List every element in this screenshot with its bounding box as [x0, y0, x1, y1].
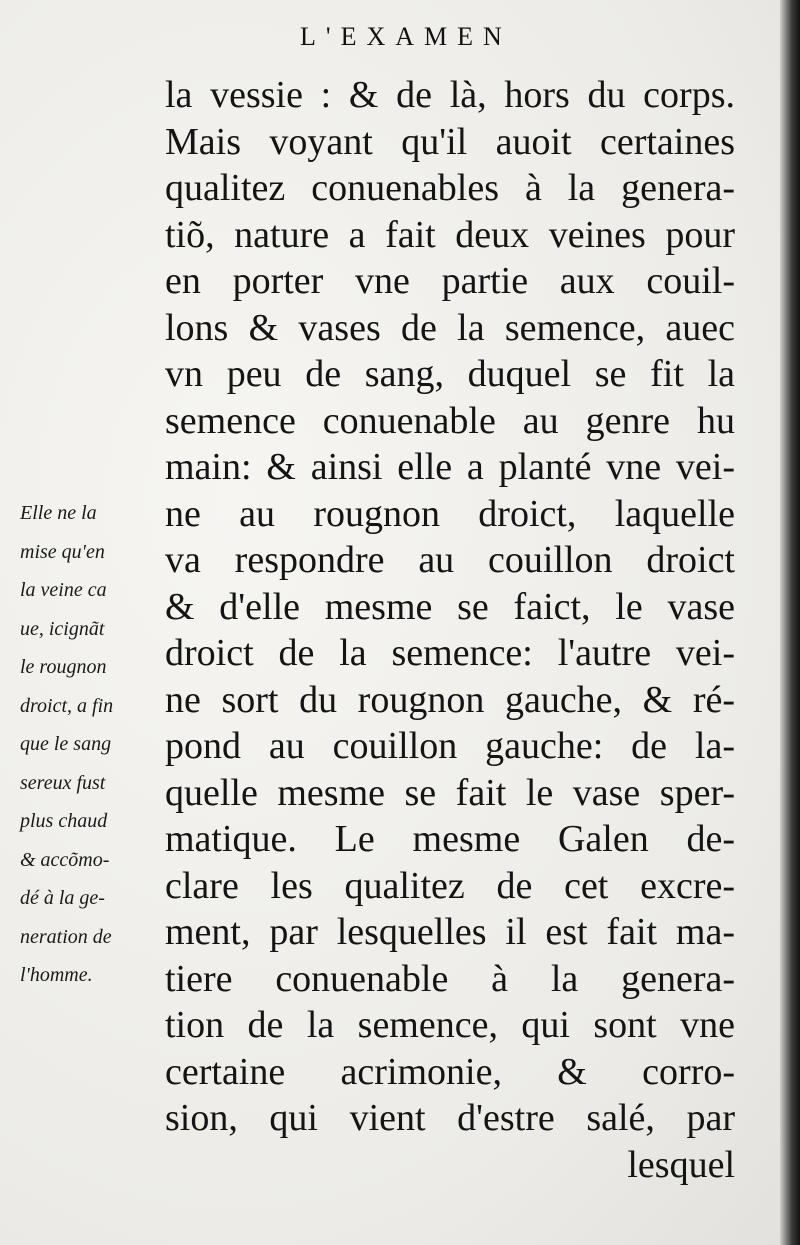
marginal-line: ue, icignãt — [20, 617, 105, 640]
body-text — [165, 72, 735, 1188]
text-line: en porter vne partie aux couil- — [165, 260, 735, 302]
text-line: tiere conuenable à la genera- — [165, 957, 735, 1000]
text-line: semence conuenable au genre hu — [165, 399, 735, 442]
running-head: L'EXAMEN — [300, 22, 512, 51]
text-line: pond au couillon gauche: de la- — [165, 725, 735, 767]
marginal-line: la veine ca — [20, 579, 107, 601]
text-line: tion de la semence, qui sont vne — [165, 1004, 735, 1046]
marginal-line: Elle ne la — [20, 502, 97, 524]
marginal-line: neration de — [20, 925, 112, 948]
marginal-line: sereux fust — [20, 771, 106, 794]
text-line: droict de la semence: l'autre vei- — [165, 632, 735, 674]
marginal-line: & accõmo- — [20, 848, 110, 871]
text-line: matique. Le mesme Galen de- — [165, 818, 735, 860]
page-edge-shadow — [780, 0, 800, 1245]
text-line: qualitez conuenables à la genera- — [165, 167, 735, 209]
marginal-line: plus chaud — [20, 810, 108, 832]
marginal-line: mise qu'en — [20, 540, 105, 563]
text-line: ne au rougnon droict, laquelle — [165, 492, 735, 535]
text-line: & d'elle mesme se faict, le vase — [165, 585, 735, 628]
catchword: lesquel — [627, 1143, 735, 1186]
text-line: lons & vases de la semence, auec — [165, 306, 735, 349]
text-line: quelle mesme se fait le vase sper- — [165, 771, 735, 814]
text-line: clare les qualitez de cet excre- — [165, 864, 735, 907]
marginal-line: l'homme. — [20, 964, 93, 986]
text-line: sion, qui vient d'estre salé, par — [165, 1097, 735, 1139]
marginal-note — [20, 494, 168, 995]
text-line: ne sort du rougnon gauche, & ré- — [165, 678, 735, 721]
marginal-line: droict, a fin — [20, 694, 114, 717]
text-line: ment, par lesquelles il est fait ma- — [165, 911, 735, 953]
text-line: vn peu de sang, duquel se fit la — [165, 353, 735, 395]
marginal-line: que le sang — [20, 733, 112, 755]
text-line: la vessie : & de là, hors du corps. — [165, 74, 735, 116]
text-line: va respondre au couillon droict — [165, 539, 735, 581]
text-line: Mais voyant qu'il auoit certaines — [165, 120, 735, 163]
text-line: tiõ, nature a fait deux veines pour — [165, 213, 735, 256]
text-line: certaine acrimonie, & corro- — [165, 1050, 735, 1093]
marginal-line: le rougnon — [20, 656, 107, 678]
text-line: main: & ainsi elle a planté vne vei- — [165, 446, 735, 488]
marginal-line: dé à la ge- — [20, 887, 105, 909]
